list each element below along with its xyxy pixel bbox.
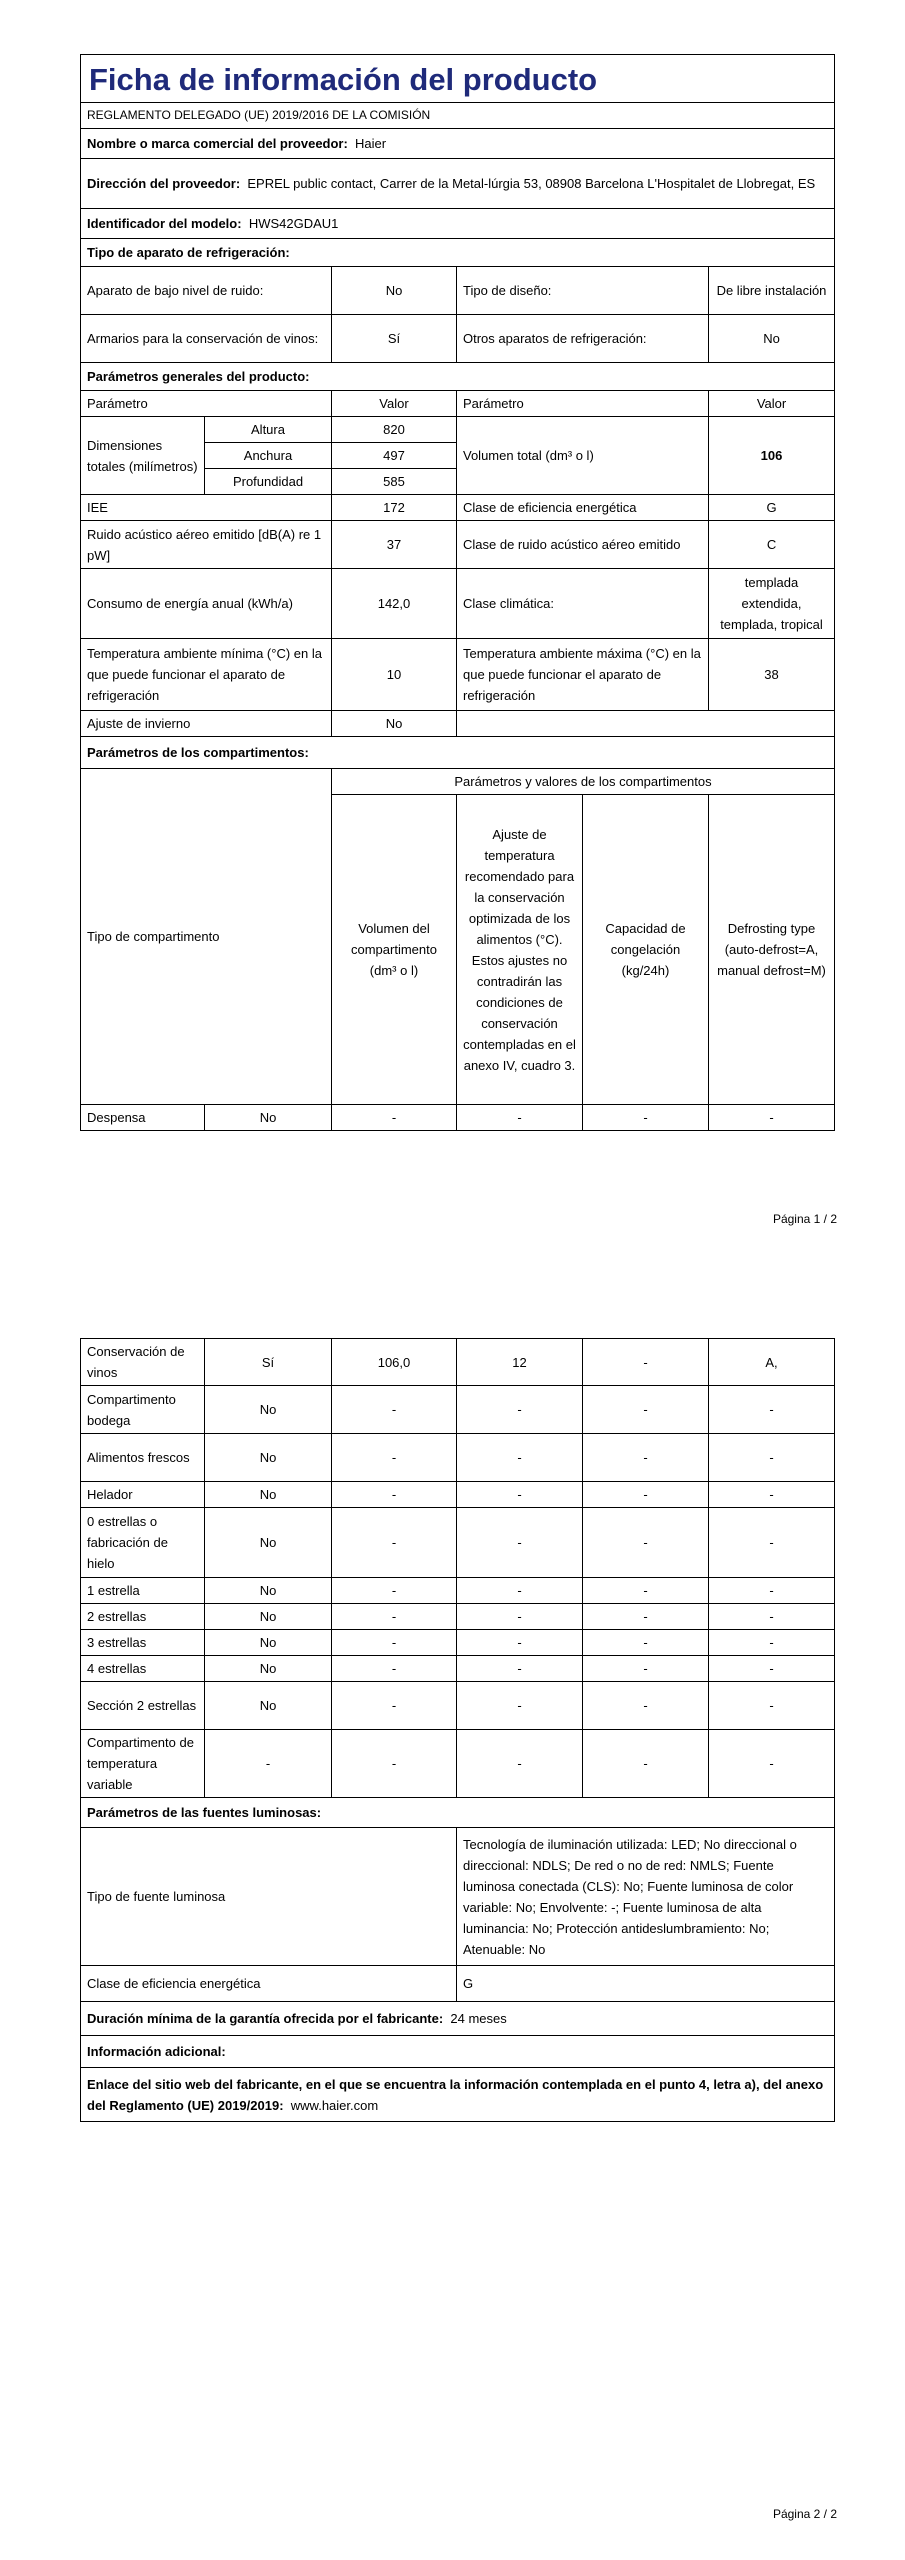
wine-cabinet-value: Sí [332, 315, 457, 363]
compartment-name: 1 estrella [81, 1578, 205, 1604]
winter-setting-value: No [332, 711, 457, 737]
compartment-name: 2 estrellas [81, 1604, 205, 1630]
other-appliance-label: Otros aparatos de refrigeración: [457, 315, 709, 363]
param-header-left: Parámetro [81, 391, 332, 417]
supplier-address-value: EPREL public contact, Carrer de la Metal-lúrgia 53, 08908 Barcelona L'Hospitalet de Llobregat, ES [247, 176, 816, 191]
total-volume-label: Volumen total (dm³ o l) [457, 417, 709, 495]
model-row [81, 209, 835, 239]
compartment-volume: - [332, 1508, 457, 1578]
compartment-defrost: - [709, 1604, 835, 1630]
compartment-volume: - [332, 1386, 457, 1434]
compartment-setting: - [457, 1682, 583, 1730]
website-label: Enlace del sitio web del fabricante, en el que se encuentra la información contemplada en el punto 4, letra a), del anexo del Reglamento (UE) 2019/2019: [87, 2076, 824, 2113]
compartment-name: Compartimento de temperatura variable [81, 1730, 205, 1798]
compartment-freezing: - [583, 1682, 709, 1730]
compartment-volume: - [332, 1482, 457, 1508]
compartment-volume: - [332, 1105, 457, 1131]
product-info-table-page-2 [80, 1338, 835, 2122]
compartment-defrost: - [709, 1386, 835, 1434]
compartment-name: 4 estrellas [81, 1656, 205, 1682]
depth-value: 585 [332, 469, 457, 495]
compartment-name: Alimentos frescos [81, 1434, 205, 1482]
design-value: De libre instalación [709, 267, 835, 315]
design-label: Tipo de diseño: [457, 267, 709, 315]
page-title: Ficha de información del producto [81, 55, 835, 103]
supplier-address-label: Dirección del proveedor: [87, 176, 241, 191]
compartment-setting: 12 [457, 1339, 583, 1386]
table-row [81, 1682, 835, 1730]
table-row [81, 1656, 835, 1682]
compartment-defrost: - [709, 1578, 835, 1604]
compartment-defrost: - [709, 1508, 835, 1578]
compartment-name: 3 estrellas [81, 1630, 205, 1656]
compartment-volume: - [332, 1656, 457, 1682]
supplier-name-label: Nombre o marca comercial del proveedor: [87, 136, 348, 151]
compartment-freezing: - [583, 1339, 709, 1386]
warranty-value: 24 meses [450, 2011, 507, 2026]
compartment-freezing: - [583, 1578, 709, 1604]
table-row [81, 1604, 835, 1630]
compartment-freezing: - [583, 1630, 709, 1656]
light-energy-class-value: G [457, 1966, 835, 2002]
compartment-freezing: - [583, 1508, 709, 1578]
compartment-type-header: Tipo de compartimento [81, 769, 332, 1105]
compartments-heading: Parámetros de los compartimentos: [81, 737, 835, 769]
wine-cabinet-label: Armarios para la conservación de vinos: [81, 315, 332, 363]
product-info-table-page-1 [80, 54, 835, 1131]
noise-class-value: C [709, 521, 835, 569]
compartment-defrost: - [709, 1730, 835, 1798]
temperature-setting-header: Ajuste de temperatura recomendado para la conservación optimizada de los alimentos (°C). Estos ajustes no contradirán las condiciones de conservación contempladas en el anexo IV, cuadro 3. [457, 795, 583, 1105]
dimensions-label: Dimensiones totales (milímetros) [81, 417, 205, 495]
compartment-setting: - [457, 1434, 583, 1482]
compartment-present: No [205, 1578, 332, 1604]
compartment-present: No [205, 1630, 332, 1656]
compartment-setting: - [457, 1730, 583, 1798]
warranty-label: Duración mínima de la garantía ofrecida por el fabricante: [87, 2011, 444, 2026]
eei-label: IEE [81, 495, 332, 521]
light-type-value: Tecnología de iluminación utilizada: LED; No direccional o direccional: NDLS; De red o no de red: NMLS; Fuente luminosa conectada (CLS): No; Fuente luminosa de color variable: No; Envolvente: -; Fuente luminosa de alta luminancia: No; Protección antideslumbramiento: No; Atenuable: No [457, 1828, 835, 1966]
compartment-volume: - [332, 1578, 457, 1604]
energy-consumption-value: 142,0 [332, 569, 457, 639]
low-noise-value: No [332, 267, 457, 315]
table-row [81, 1339, 835, 1386]
compartment-present: Sí [205, 1339, 332, 1386]
climate-class-label: Clase climática: [457, 569, 709, 639]
website-row [81, 2068, 835, 2122]
climate-class-value: templada extendida, templada, tropical [709, 569, 835, 639]
height-label: Altura [205, 417, 332, 443]
compartment-volume-header: Volumen del compartimento (dm³ o l) [332, 795, 457, 1105]
page-number: Página 1 / 2 [772, 1212, 837, 1226]
compartment-present: No [205, 1482, 332, 1508]
page-number: Página 2 / 2 [772, 2507, 837, 2521]
value-header-right: Valor [709, 391, 835, 417]
compartment-present: No [205, 1386, 332, 1434]
compartment-present: No [205, 1508, 332, 1578]
compartment-setting: - [457, 1105, 583, 1131]
compartment-params-group-header: Parámetros y valores de los compartimentos [332, 769, 835, 795]
table-row [81, 1578, 835, 1604]
energy-class-value: G [709, 495, 835, 521]
compartment-name: Conservación de vinos [81, 1339, 205, 1386]
compartment-volume: - [332, 1630, 457, 1656]
param-header-right: Parámetro [457, 391, 709, 417]
additional-info-heading: Información adicional: [81, 2036, 835, 2068]
low-noise-label: Aparato de bajo nivel de ruido: [81, 267, 332, 315]
compartment-defrost: - [709, 1682, 835, 1730]
compartment-defrost: - [709, 1434, 835, 1482]
compartment-setting: - [457, 1604, 583, 1630]
model-label: Identificador del modelo: [87, 216, 242, 231]
page-2 [0, 1280, 905, 2560]
width-value: 497 [332, 443, 457, 469]
supplier-address-row [81, 159, 835, 209]
noise-value: 37 [332, 521, 457, 569]
appliance-type-heading: Tipo de aparato de refrigeración: [81, 239, 835, 267]
compartment-volume: 106,0 [332, 1339, 457, 1386]
compartment-setting: - [457, 1482, 583, 1508]
compartment-volume: - [332, 1682, 457, 1730]
compartment-present: - [205, 1730, 332, 1798]
compartment-freezing: - [583, 1656, 709, 1682]
regulation-text: REGLAMENTO DELEGADO (UE) 2019/2016 DE LA COMISIÓN [81, 103, 835, 129]
compartment-defrost: - [709, 1630, 835, 1656]
compartment-name: Helador [81, 1482, 205, 1508]
table-row [81, 1508, 835, 1578]
compartment-volume: - [332, 1434, 457, 1482]
energy-consumption-label: Consumo de energía anual (kWh/a) [81, 569, 332, 639]
compartment-freezing: - [583, 1105, 709, 1131]
compartment-freezing: - [583, 1482, 709, 1508]
compartment-setting: - [457, 1508, 583, 1578]
total-volume-value: 106 [709, 417, 835, 495]
compartment-present: No [205, 1656, 332, 1682]
min-temp-value: 10 [332, 639, 457, 711]
compartment-volume: - [332, 1730, 457, 1798]
compartment-freezing: - [583, 1604, 709, 1630]
table-row [81, 1482, 835, 1508]
max-temp-value: 38 [709, 639, 835, 711]
compartment-setting: - [457, 1386, 583, 1434]
defrost-type-header: Defrosting type (auto-defrost=A, manual defrost=M) [709, 795, 835, 1105]
height-value: 820 [332, 417, 457, 443]
noise-label: Ruido acústico aéreo emitido [dB(A) re 1 pW] [81, 521, 332, 569]
compartment-defrost: - [709, 1105, 835, 1131]
compartment-present: No [205, 1604, 332, 1630]
compartment-defrost: - [709, 1656, 835, 1682]
compartment-name: Compartimento bodega [81, 1386, 205, 1434]
website-link[interactable]: www.haier.com [290, 2097, 379, 2113]
compartment-freezing: - [583, 1386, 709, 1434]
min-temp-label: Temperatura ambiente mínima (°C) en la que puede funcionar el aparato de refrigeración [81, 639, 332, 711]
compartment-setting: - [457, 1578, 583, 1604]
winter-setting-label: Ajuste de invierno [81, 711, 332, 737]
other-appliance-value: No [709, 315, 835, 363]
compartment-present: No [205, 1682, 332, 1730]
compartment-setting: - [457, 1656, 583, 1682]
energy-class-label: Clase de eficiencia energética [457, 495, 709, 521]
eei-value: 172 [332, 495, 457, 521]
depth-label: Profundidad [205, 469, 332, 495]
empty-cell [457, 711, 835, 737]
general-parameters-heading: Parámetros generales del producto: [81, 363, 835, 391]
table-row [81, 1386, 835, 1434]
supplier-name-value: Haier [355, 136, 387, 151]
light-source-heading: Parámetros de las fuentes luminosas: [81, 1798, 835, 1828]
compartment-name: Sección 2 estrellas [81, 1682, 205, 1730]
supplier-name-row [81, 129, 835, 159]
compartment-present: No [205, 1434, 332, 1482]
model-value: HWS42GDAU1 [248, 216, 339, 231]
light-energy-class-label: Clase de eficiencia energética [81, 1966, 457, 2002]
compartment-freezing: - [583, 1434, 709, 1482]
compartment-name: Despensa [81, 1105, 205, 1131]
compartment-volume: - [332, 1604, 457, 1630]
value-header-left: Valor [332, 391, 457, 417]
table-row [81, 1105, 835, 1131]
compartment-setting: - [457, 1630, 583, 1656]
compartment-freezing: - [583, 1730, 709, 1798]
freezing-capacity-header: Capacidad de congelación (kg/24h) [583, 795, 709, 1105]
warranty-row [81, 2002, 835, 2036]
table-row [81, 1434, 835, 1482]
width-label: Anchura [205, 443, 332, 469]
light-type-label: Tipo de fuente luminosa [81, 1828, 457, 1966]
compartment-defrost: A, [709, 1339, 835, 1386]
compartment-defrost: - [709, 1482, 835, 1508]
table-row [81, 1630, 835, 1656]
table-row [81, 1730, 835, 1798]
max-temp-label: Temperatura ambiente máxima (°C) en la que puede funcionar el aparato de refrigeración [457, 639, 709, 711]
noise-class-label: Clase de ruido acústico aéreo emitido [457, 521, 709, 569]
compartment-name: 0 estrellas o fabricación de hielo [81, 1508, 205, 1578]
compartment-present: No [205, 1105, 332, 1131]
